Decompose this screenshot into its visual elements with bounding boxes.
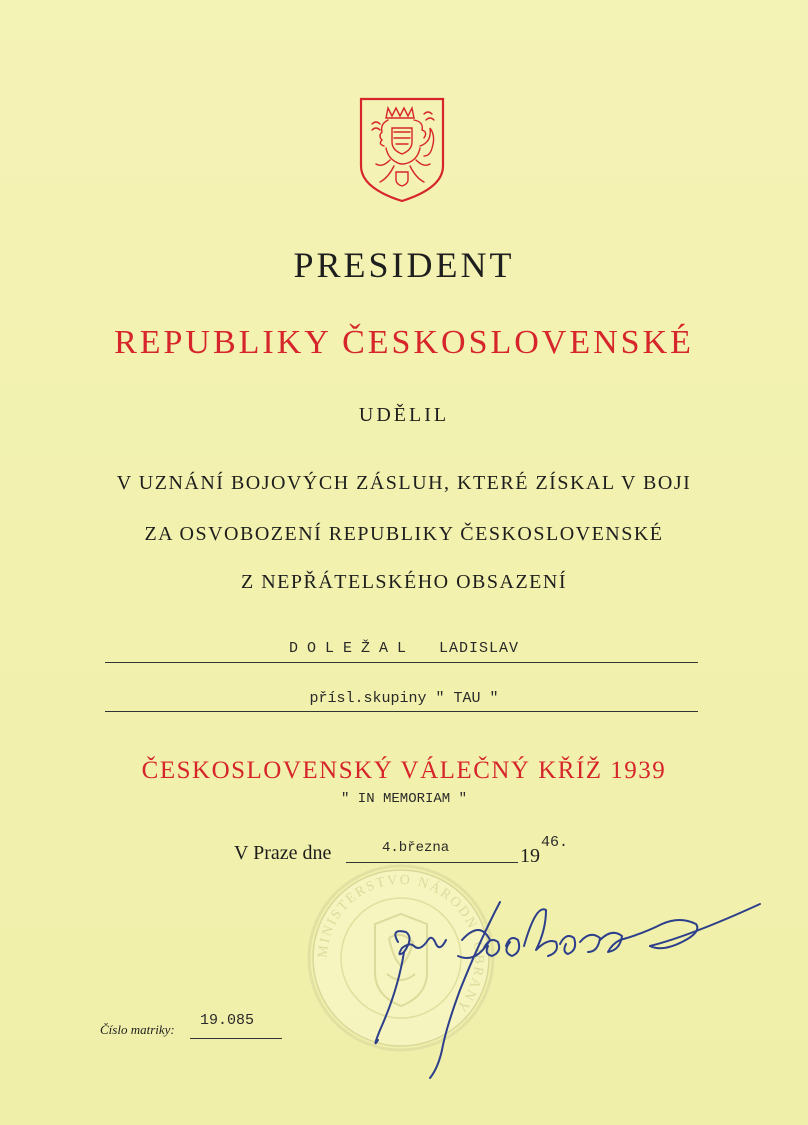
year-suffix: 46. bbox=[541, 834, 569, 851]
place-label: V Praze dne bbox=[234, 842, 332, 864]
awarded-label: UDĚLIL bbox=[358, 404, 450, 426]
coat-of-arms-icon bbox=[358, 96, 446, 204]
name-underline bbox=[105, 662, 698, 663]
registry-underline bbox=[190, 1038, 282, 1039]
registry-label: Číslo matriky: bbox=[100, 1022, 175, 1037]
award-note: " IN MEMORIAM " bbox=[340, 791, 468, 807]
group-underline bbox=[105, 711, 698, 712]
citation-line-3: Z NEPŘÁTELSKÉHO OBSAZENÍ bbox=[241, 571, 567, 593]
recipient-given-name: LADISLAV bbox=[439, 640, 520, 657]
recipient-name bbox=[0, 640, 808, 657]
issue-date: 4.března bbox=[382, 840, 450, 856]
recipient-group: přísl.skupiny " TAU " bbox=[309, 690, 499, 707]
recipient-surname: DOLEŽAL bbox=[288, 640, 415, 657]
title-president: PRESIDENT bbox=[293, 245, 515, 285]
citation-line-1: V UZNÁNÍ BOJOVÝCH ZÁSLUH, KTERÉ ZÍSKAL V BOJI bbox=[116, 472, 692, 494]
signature-icon bbox=[350, 880, 770, 1090]
citation-line-2: ZA OSVOBOZENÍ REPUBLIKY ČESKOSLOVENSKÉ bbox=[144, 523, 664, 545]
title-republic: REPUBLIKY ČESKOSLOVENSKÉ bbox=[114, 324, 694, 361]
award-name: ČESKOSLOVENSKÝ VÁLEČNÝ KŘÍŽ 1939 bbox=[141, 757, 667, 784]
registry-number: 19.085 bbox=[200, 1012, 255, 1029]
seal-text: MINISTERSTVO NÁRODNÍ OBRANY bbox=[315, 872, 487, 1016]
year-prefix: 19 bbox=[520, 845, 540, 867]
